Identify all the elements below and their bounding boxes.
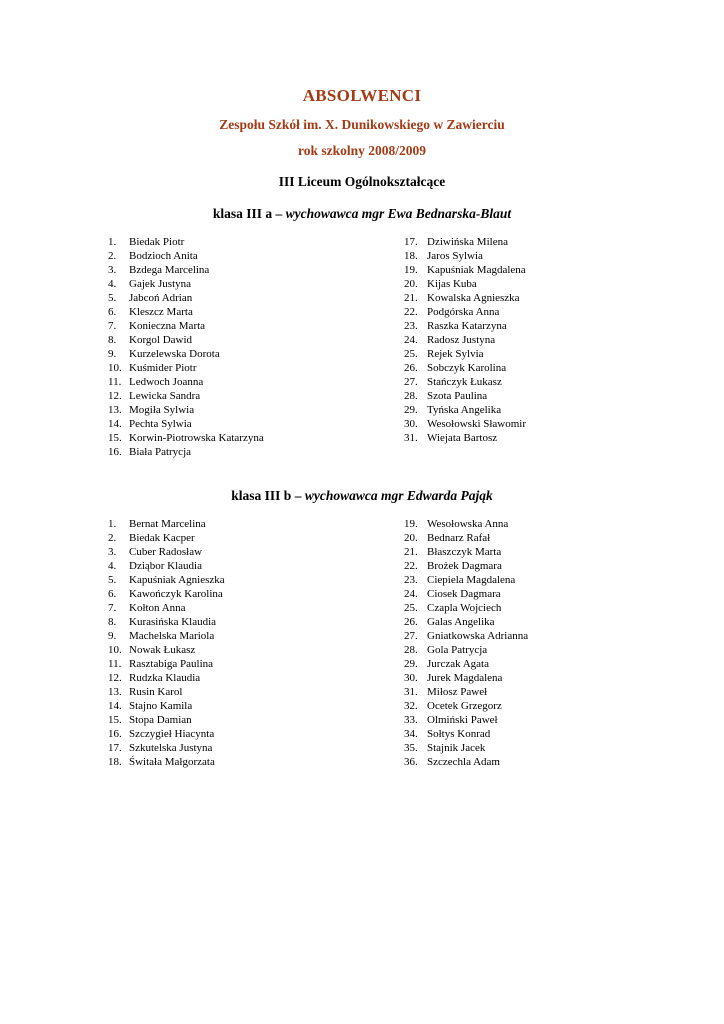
student-name: Radosz Justyna (427, 334, 496, 346)
document-title: ABSOLWENCI (302, 86, 422, 105)
student-name: Cuber Radosław (129, 546, 203, 558)
student-name: Kurzelewska Dorota (129, 348, 220, 360)
student-number: 23. (404, 574, 418, 586)
class-tutor: wychowawca mgr Edwarda Pająk (304, 488, 493, 503)
student-number: 5. (108, 292, 117, 304)
student-name: Ocetek Grzegorz (427, 700, 502, 712)
student-number: 23. (404, 320, 418, 332)
class-heading-3a (0, 206, 724, 222)
student-number: 1. (108, 518, 117, 530)
school-complex-name: Zespołu Szkół im. X. Dunikowskiego w Zawierciu (219, 117, 505, 132)
student-name: Szczechla Adam (427, 756, 500, 768)
student-name: Czapla Wojciech (427, 602, 502, 614)
student-name: Ciosek Dagmara (427, 588, 501, 600)
student-number: 20. (404, 532, 418, 544)
student-number: 3. (108, 546, 117, 558)
student-number: 26. (404, 616, 418, 628)
student-number: 8. (108, 616, 117, 628)
school-name: III Liceum Ogólnokształcące (278, 174, 446, 189)
student-name: Kurasińska Klaudia (129, 616, 217, 628)
student-name: Brożek Dagmara (427, 560, 502, 572)
student-name: Kołton Anna (129, 602, 186, 614)
student-name: Rusin Karol (129, 686, 183, 698)
student-name: Wesołowski Sławomir (427, 418, 527, 430)
student-number: 22. (404, 306, 418, 318)
student-number: 13. (108, 686, 122, 698)
student-number: 15. (108, 432, 122, 444)
student-name: Wiejata Bartosz (427, 432, 498, 444)
student-name: Raszka Katarzyna (427, 320, 507, 332)
student-name: Olmiński Paweł (427, 714, 498, 726)
student-name: Galas Angelika (427, 616, 495, 628)
student-number: 6. (108, 588, 117, 600)
student-number: 13. (108, 404, 122, 416)
student-number: 6. (108, 306, 117, 318)
student-number: 8. (108, 334, 117, 346)
student-number: 29. (404, 658, 418, 670)
student-number: 17. (404, 236, 418, 248)
student-number: 7. (108, 602, 117, 614)
student-name: Dziwińska Milena (427, 236, 508, 248)
student-number: 10. (108, 644, 122, 656)
student-number: 28. (404, 644, 418, 656)
student-number: 9. (108, 630, 117, 642)
student-number: 25. (404, 348, 418, 360)
student-number: 2. (108, 250, 117, 262)
student-name: Rudzka Klaudia (129, 672, 201, 684)
student-number: 33. (404, 714, 418, 726)
student-name: Bodzioch Anita (129, 250, 198, 262)
student-name: Bernat Marcelina (129, 518, 206, 530)
student-number: 30. (404, 672, 418, 684)
student-name: Biedak Kacper (129, 532, 195, 544)
student-name: Biedak Piotr (129, 236, 185, 248)
student-name: Stajnik Jacek (427, 742, 486, 754)
student-name: Gola Patrycja (427, 644, 488, 656)
student-name: Jabcoń Adrian (129, 292, 193, 304)
student-name: Konieczna Marta (129, 320, 206, 332)
student-name: Ledwoch Joanna (129, 376, 204, 388)
student-number: 21. (404, 292, 418, 304)
student-number: 3. (108, 264, 117, 276)
student-number: 26. (404, 362, 418, 374)
student-name: Kowalska Agnieszka (427, 292, 520, 304)
student-name: Szczygieł Hiacynta (129, 728, 215, 740)
student-name: Gniatkowska Adrianna (427, 630, 529, 642)
student-number: 30. (404, 418, 418, 430)
student-number: 35. (404, 742, 418, 754)
student-name: Jurczak Agata (427, 658, 489, 670)
student-name: Stajno Kamila (129, 700, 193, 712)
student-name: Stańczyk Łukasz (427, 376, 502, 388)
student-number: 31. (404, 432, 418, 444)
student-number: 1. (108, 236, 117, 248)
school-year: rok szkolny 2008/2009 (297, 143, 427, 158)
student-name: Kijas Kuba (427, 278, 477, 290)
student-name: Jurek Magdalena (427, 672, 503, 684)
student-name: Podgórska Anna (427, 306, 500, 318)
student-number: 36. (404, 756, 418, 768)
student-name: Biała Patrycja (129, 446, 192, 458)
student-number: 16. (108, 446, 122, 458)
student-name: Jaros Sylwia (427, 250, 483, 262)
student-number: 19. (404, 518, 418, 530)
student-number: 7. (108, 320, 117, 332)
student-number: 11. (108, 376, 122, 388)
student-name: Kapuśniak Magdalena (427, 264, 526, 276)
student-name: Rejek Sylvia (427, 348, 484, 360)
class-name: klasa III a (212, 206, 273, 221)
student-name: Błaszczyk Marta (427, 546, 502, 558)
student-name: Ciepiela Magdalena (427, 574, 516, 586)
student-name: Bednarz Rafał (427, 532, 491, 544)
student-number: 4. (108, 278, 117, 290)
student-number: 24. (404, 588, 418, 600)
student-number: 18. (108, 756, 122, 768)
student-number: 5. (108, 574, 117, 586)
student-number: 18. (404, 250, 418, 262)
student-number: 2. (108, 532, 117, 544)
student-name: Pechta Sylwia (129, 418, 192, 430)
student-number: 27. (404, 630, 418, 642)
student-number: 28. (404, 390, 418, 402)
student-name: Miłosz Paweł (427, 686, 488, 698)
student-name: Sołtys Konrad (427, 728, 491, 740)
student-number: 21. (404, 546, 418, 558)
student-number: 17. (108, 742, 122, 754)
student-name: Stopa Damian (129, 714, 192, 726)
student-name: Bzdega Marcelina (129, 264, 210, 276)
student-name: Sobczyk Karolina (427, 362, 507, 374)
student-number: 4. (108, 560, 117, 572)
student-name: Świtała Małgorzata (129, 756, 215, 768)
student-name: Szkutelska Justyna (129, 742, 213, 754)
student-name: Mogiła Sylwia (129, 404, 195, 416)
student-number: 10. (108, 362, 122, 374)
student-number: 15. (108, 714, 122, 726)
student-number: 32. (404, 700, 418, 712)
class-name: klasa III b (231, 488, 292, 503)
class-tutor: wychowawca mgr Ewa Bednarska-Blaut (285, 206, 512, 221)
student-name: Korgol Dawid (129, 334, 193, 346)
student-number: 14. (108, 418, 122, 430)
student-number: 31. (404, 686, 418, 698)
student-number: 20. (404, 278, 418, 290)
student-name: Wesołowska Anna (427, 518, 509, 530)
student-number: 24. (404, 334, 418, 346)
student-number: 27. (404, 376, 418, 388)
student-name: Kapuśniak Agnieszka (129, 574, 225, 586)
student-number: 19. (404, 264, 418, 276)
student-number: 16. (108, 728, 122, 740)
class-heading-3b (0, 488, 724, 504)
student-name: Kleszcz Marta (129, 306, 193, 318)
student-name: Nowak Łukasz (129, 644, 196, 656)
student-name: Machelska Mariola (129, 630, 215, 642)
class-dash: – (272, 206, 286, 221)
student-number: 11. (108, 658, 122, 670)
student-number: 34. (404, 728, 418, 740)
student-number: 9. (108, 348, 117, 360)
student-name: Dziąbor Klaudia (129, 560, 202, 572)
student-name: Gajek Justyna (129, 278, 192, 290)
student-number: 22. (404, 560, 418, 572)
student-name: Lewicka Sandra (129, 390, 201, 402)
student-name: Kawończyk Karolina (129, 588, 223, 600)
student-name: Korwin-Piotrowska Katarzyna (129, 432, 264, 444)
student-number: 12. (108, 390, 122, 402)
student-name: Kuśmider Piotr (129, 362, 197, 374)
student-name: Szota Paulina (427, 390, 488, 402)
class-dash: – (291, 488, 305, 503)
student-number: 29. (404, 404, 418, 416)
student-name: Rasztabiga Paulina (129, 658, 214, 670)
student-name: Tyńska Angelika (427, 404, 502, 416)
student-number: 25. (404, 602, 418, 614)
student-number: 14. (108, 700, 122, 712)
student-number: 12. (108, 672, 122, 684)
